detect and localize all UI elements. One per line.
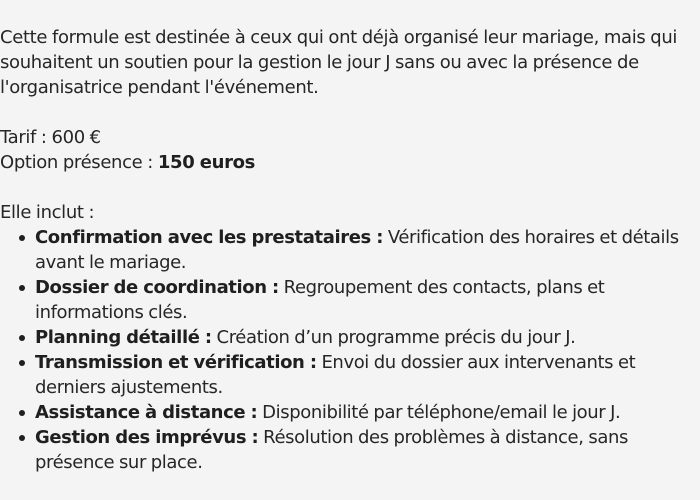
item-text: Regroupement des contacts, plans et informations clés. bbox=[35, 277, 605, 323]
includes-heading: Elle inclut : bbox=[0, 202, 95, 223]
item-text: Disponibilité par téléphone/email le jour J. bbox=[257, 402, 621, 423]
item-title: Gestion des imprévus : bbox=[35, 427, 259, 448]
list-item bbox=[35, 225, 685, 275]
item-text: Résolution des problèmes à distance, sans présence sur place. bbox=[35, 427, 628, 473]
item-title: Dossier de coordination : bbox=[35, 277, 279, 298]
list-item bbox=[35, 275, 685, 325]
spacer bbox=[0, 175, 700, 200]
included-services-list bbox=[0, 225, 700, 475]
item-text: Envoi du dossier aux intervenants et derniers ajustements. bbox=[35, 352, 636, 398]
price-line: Tarif : 600 € bbox=[0, 127, 101, 148]
item-title: Transmission et vérification : bbox=[35, 352, 317, 373]
item-title: Assistance à distance : bbox=[35, 402, 258, 423]
option-price: 150 euros bbox=[157, 152, 256, 173]
list-item bbox=[35, 350, 685, 400]
item-title: Confirmation avec les prestataires : bbox=[35, 227, 383, 248]
option-label: Option présence : bbox=[0, 152, 158, 173]
item-text: Vérification des horaires et détails avant le mariage. bbox=[35, 227, 679, 273]
spacer bbox=[0, 100, 700, 125]
intro-paragraph: Cette formule est destinée à ceux qui ont déjà organisé leur mariage, mais qui souhaitent un soutien pour la gestion le jour J sans ou avec la présence de l'organisatrice pendant l'événement. bbox=[0, 27, 678, 98]
list-item bbox=[35, 325, 685, 350]
item-text: Création d’un programme précis du jour J. bbox=[211, 327, 576, 348]
option-line bbox=[0, 150, 690, 175]
list-item bbox=[35, 400, 685, 425]
item-title: Planning détaillé : bbox=[35, 327, 212, 348]
list-item bbox=[35, 425, 685, 475]
